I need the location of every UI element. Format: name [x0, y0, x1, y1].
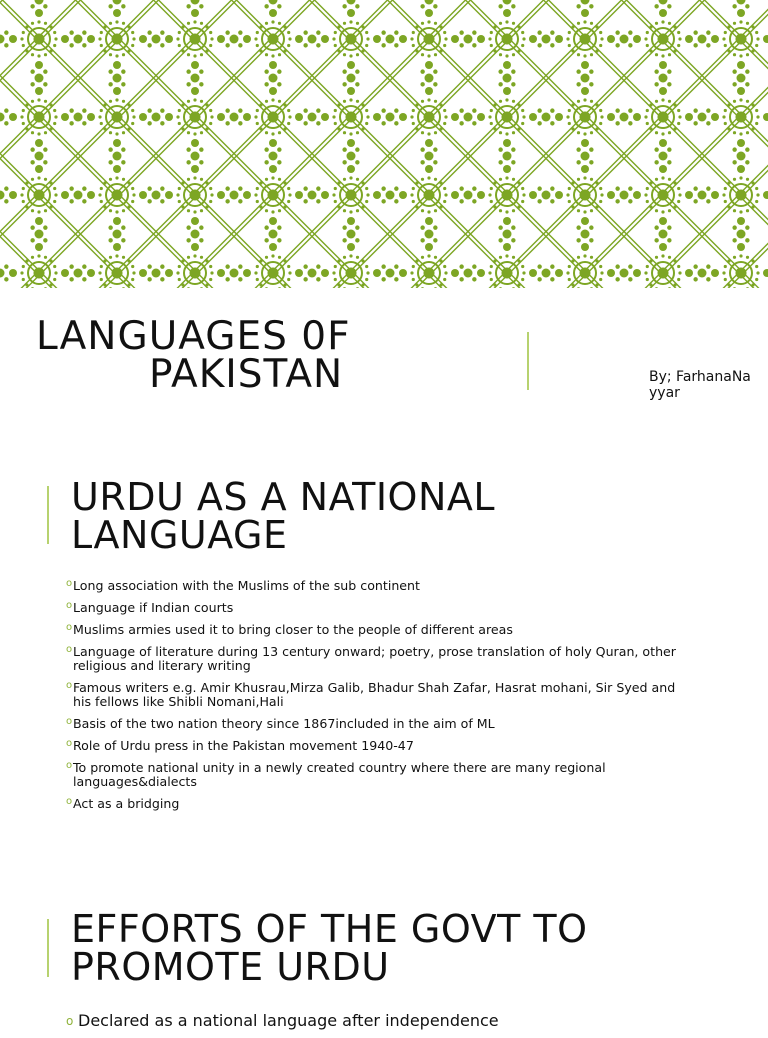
bullet-marker-icon: o [66, 599, 72, 613]
bullet-marker-icon: o [66, 577, 72, 591]
bullet-text: Act as a bridging [73, 796, 179, 811]
bullet-marker-icon: o [66, 1012, 73, 1030]
section1-title-line-1: URDU AS A NATIONAL [71, 478, 711, 516]
bullet-marker-icon: o [66, 737, 72, 751]
section1-bullet-item [66, 681, 686, 709]
bullet-text: Muslims armies used it to bring closer to the people of different areas [73, 622, 513, 637]
section1-bullet-item [66, 623, 686, 637]
pattern-icon [0, 0, 768, 288]
presentation-title [36, 318, 506, 394]
bullet-text: Language if Indian courts [73, 600, 233, 615]
bullet-marker-icon: o [66, 679, 72, 693]
section2-bullet-item [66, 1012, 686, 1030]
section2-title-line-1: EFFORTS OF THE GOVT TO [71, 910, 711, 948]
section1-bullet-item [66, 717, 686, 731]
section1-bullet-list [66, 579, 686, 819]
section1-title [71, 478, 711, 554]
section1-bullet-item [66, 761, 686, 789]
section1-bullet-item [66, 645, 686, 673]
section1-bullet-item [66, 797, 686, 811]
section1-divider [47, 486, 49, 544]
section2-divider [47, 919, 49, 977]
bullet-marker-icon: o [66, 759, 72, 773]
section1-title-line-2: LANGUAGE [71, 516, 711, 554]
bullet-text: Role of Urdu press in the Pakistan movement 1940-47 [73, 738, 414, 753]
bullet-text: Declared as a national language after independence [78, 1011, 499, 1030]
section1-bullet-item [66, 579, 686, 593]
title-line-1: LANGUAGES 0F [36, 318, 506, 356]
bullet-marker-icon: o [66, 715, 72, 729]
section2-title [71, 910, 711, 986]
bullet-text: Language of literature during 13 century onward; poetry, prose translation of holy Quran, other religious and literary writing [73, 644, 676, 673]
bullet-marker-icon: o [66, 643, 72, 657]
bullet-marker-icon: o [66, 795, 72, 809]
author-credit: By; FarhanaNayyar [649, 369, 757, 401]
title-line-2: PAKISTAN [36, 356, 506, 394]
bullet-text: Basis of the two nation theory since 1867included in the aim of ML [73, 716, 495, 731]
section2-title-line-2: PROMOTE URDU [71, 948, 711, 986]
decorative-pattern-banner [0, 0, 768, 288]
section2-bullet-list [66, 1012, 686, 1038]
bullet-text: To promote national unity in a newly created country where there are many regional languages&dialects [73, 760, 606, 789]
section1-bullet-item [66, 601, 686, 615]
bullet-text: Famous writers e.g. Amir Khusrau,Mirza Galib, Bhadur Shah Zafar, Hasrat mohani, Sir Syed and his fellows like Shibli Nomani,Hali [73, 680, 675, 709]
title-divider [527, 332, 529, 390]
bullet-text: Long association with the Muslims of the sub continent [73, 578, 420, 593]
bullet-marker-icon: o [66, 621, 72, 635]
section1-bullet-item [66, 739, 686, 753]
